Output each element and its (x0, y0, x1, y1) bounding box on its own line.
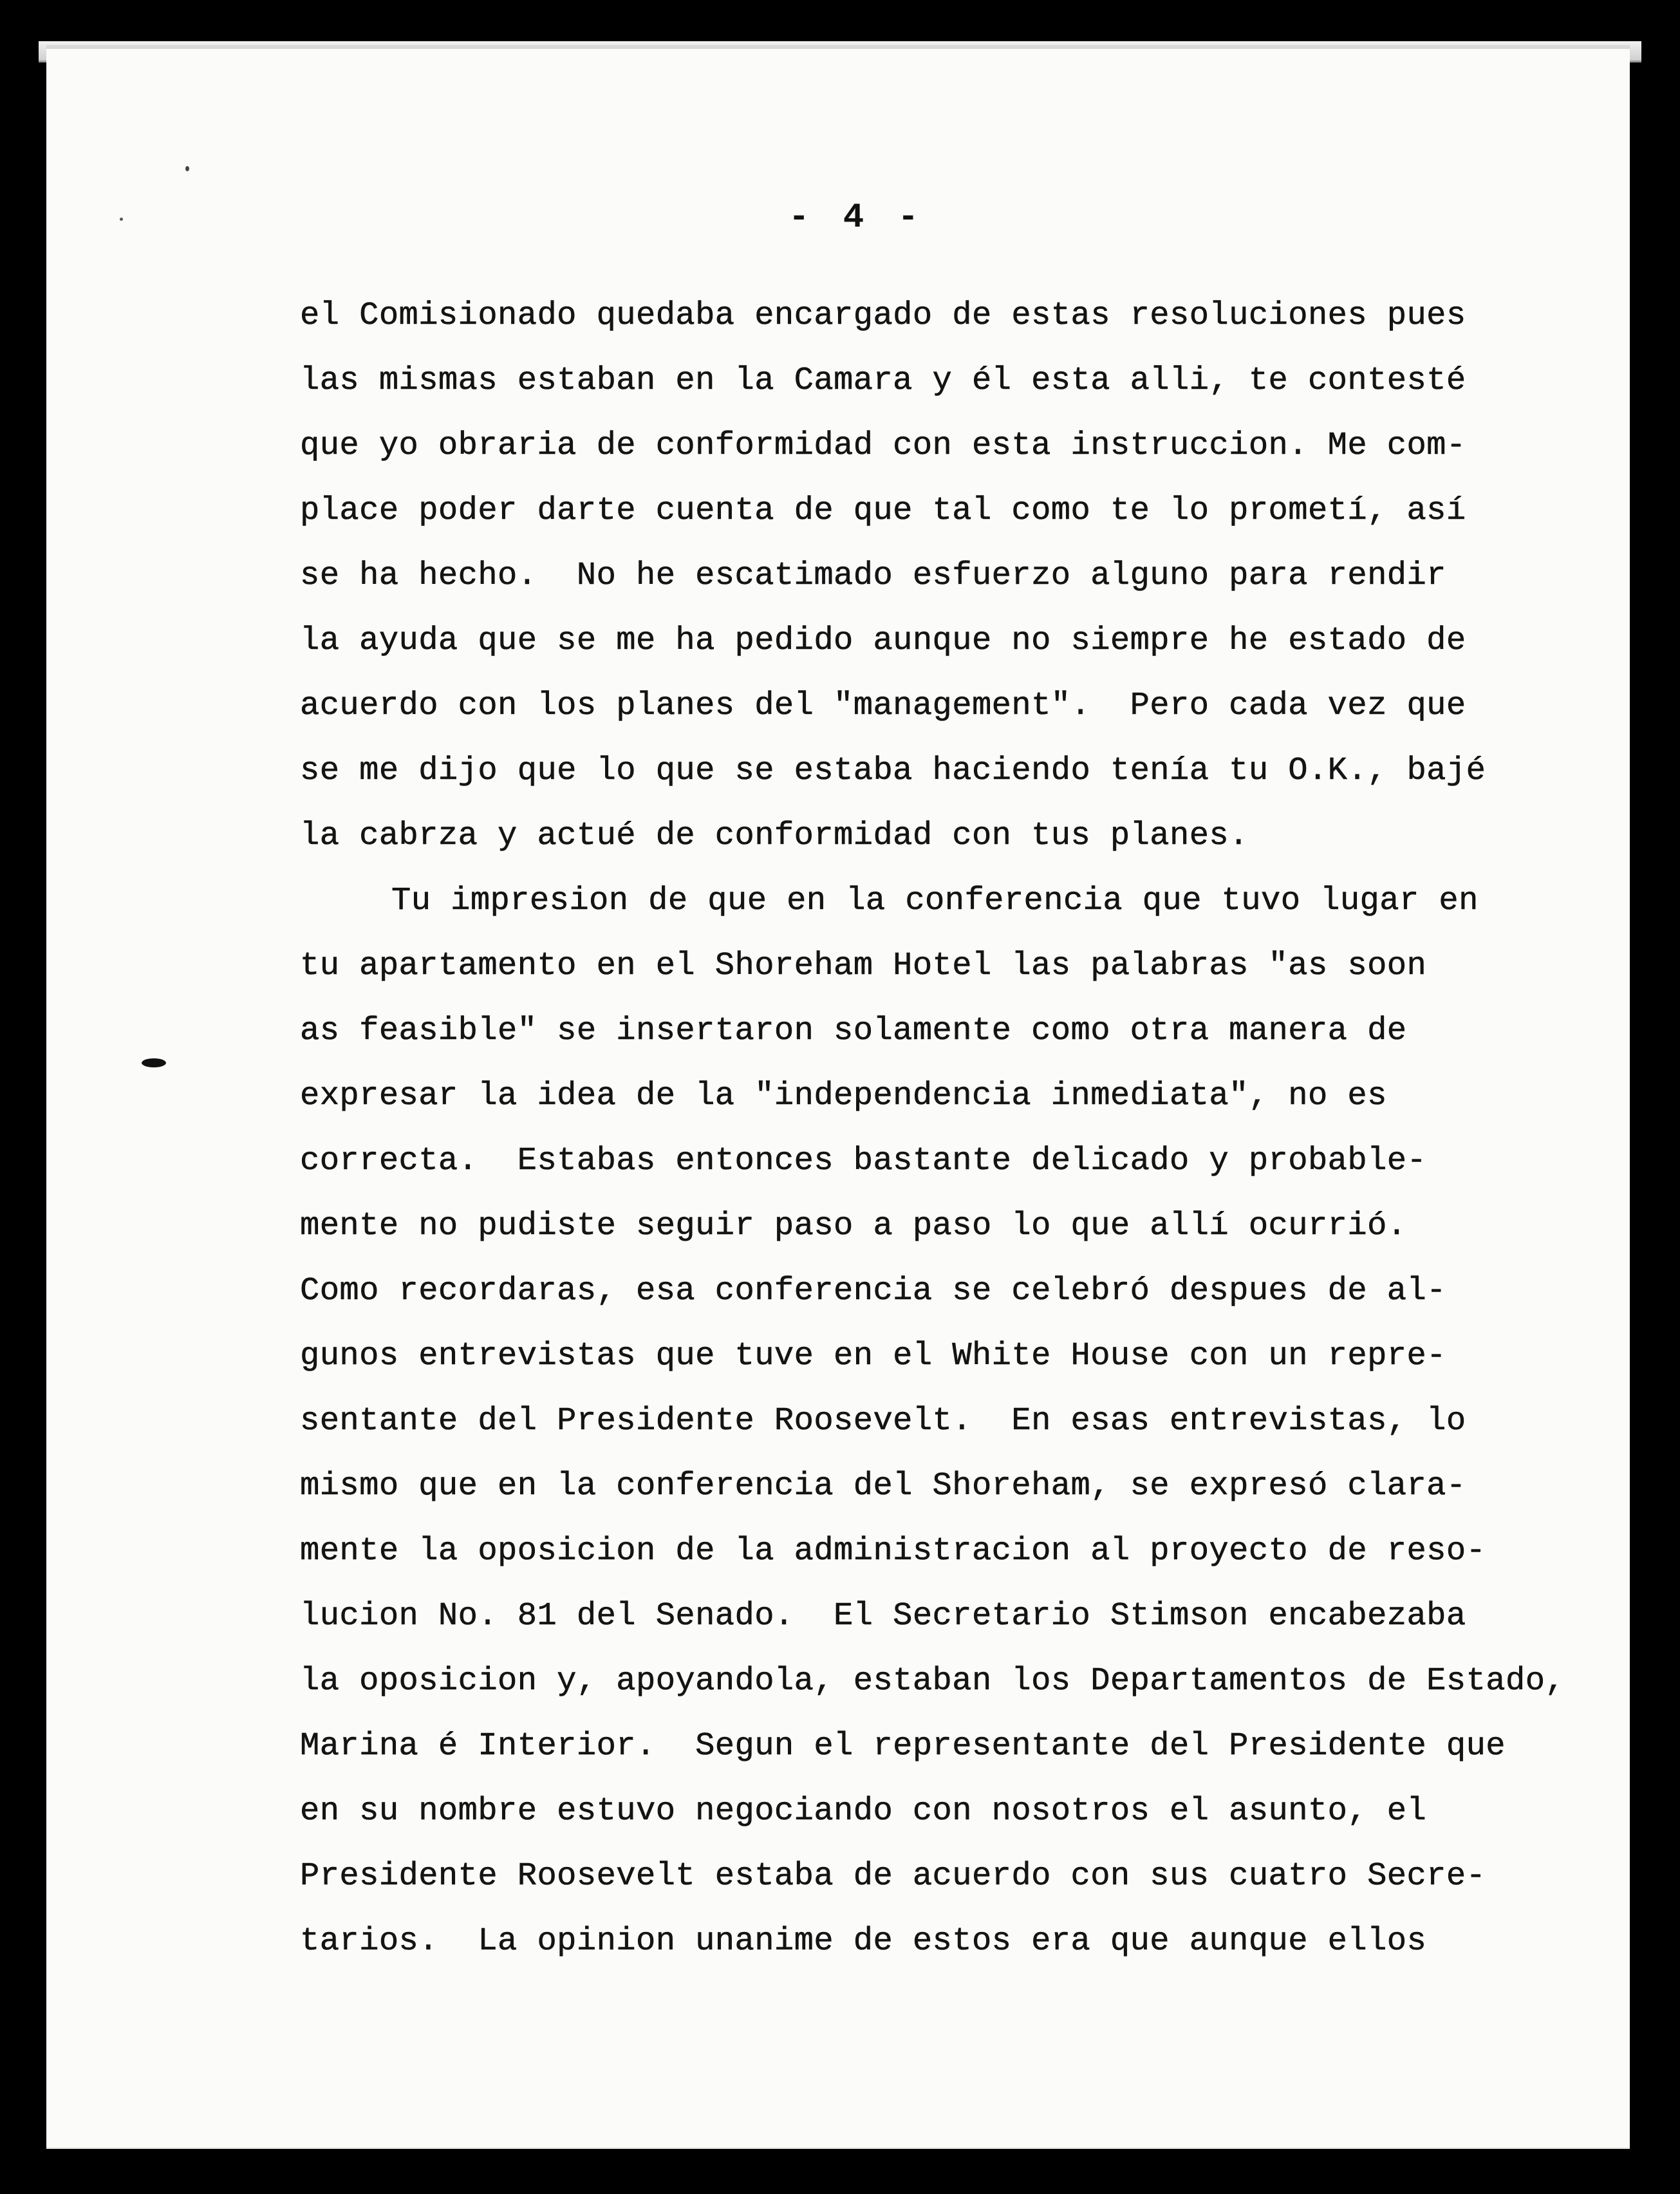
text-line: que yo obraria de conformidad con esta instruccion. Me com- (300, 427, 1466, 464)
text-line: en su nombre estuvo negociando con nosotros el asunto, el (300, 1793, 1427, 1830)
text-line: se me dijo que lo que se estaba haciendo tenía tu O.K., bajé (300, 753, 1486, 789)
text-line: la ayuda que se me ha pedido aunque no siempre he estado de (300, 623, 1466, 659)
margin-speck (185, 166, 189, 171)
text-line: mismo que en la conferencia del Shoreham, se expresó clara- (300, 1468, 1466, 1505)
text-line: Como recordaras, esa conferencia se celebró despues de al- (300, 1273, 1446, 1309)
text-line: tarios. La opinion unanime de estos era que aunque ellos (300, 1923, 1427, 1960)
page-number: - 4 - (789, 198, 926, 238)
text-line: el Comisionado quedaba encargado de estas resoluciones pues (300, 297, 1466, 334)
text-line: expresar la idea de la "independencia inmediata", no es (300, 1078, 1387, 1114)
margin-ink-mark (142, 1058, 166, 1067)
margin-speck (120, 218, 123, 221)
text-line: Presidente Roosevelt estaba de acuerdo con sus cuatro Secre- (300, 1858, 1486, 1895)
text-line: place poder darte cuenta de que tal como te lo prometí, así (300, 492, 1466, 529)
text-line: as feasible" se insertaron solamente como otra manera de (300, 1013, 1407, 1049)
text-line: lucion No. 81 del Senado. El Secretario Stimson encabezaba (300, 1598, 1466, 1635)
text-line: mente la oposicion de la administracion al proyecto de reso- (300, 1533, 1486, 1570)
text-line: tu apartamento en el Shoreham Hotel las palabras "as soon (300, 948, 1427, 984)
text-line: las mismas estaban en la Camara y él esta alli, te contesté (300, 362, 1466, 399)
text-line: gunos entrevistas que tuve en el White House con un repre- (300, 1338, 1446, 1374)
text-line: sentante del Presidente Roosevelt. En esas entrevistas, lo (300, 1403, 1466, 1439)
text-line: Marina é Interior. Segun el representante del Presidente que (300, 1728, 1506, 1765)
text-line: la cabrza y actué de conformidad con tus planes. (300, 818, 1249, 854)
text-line: acuerdo con los planes del "management". Pero cada vez que (300, 688, 1466, 724)
paragraph-first-line: Tu impresion de que en la conferencia que tuvo lugar en (391, 883, 1479, 919)
text-line: correcta. Estabas entonces bastante delicado y probable- (300, 1143, 1427, 1179)
text-line: se ha hecho. No he escatimado esfuerzo alguno para rendir (300, 558, 1446, 594)
text-line: la oposicion y, apoyandola, estaban los Departamentos de Estado, (300, 1663, 1565, 1700)
text-line: mente no pudiste seguir paso a paso lo que allí ocurrió. (300, 1208, 1407, 1244)
